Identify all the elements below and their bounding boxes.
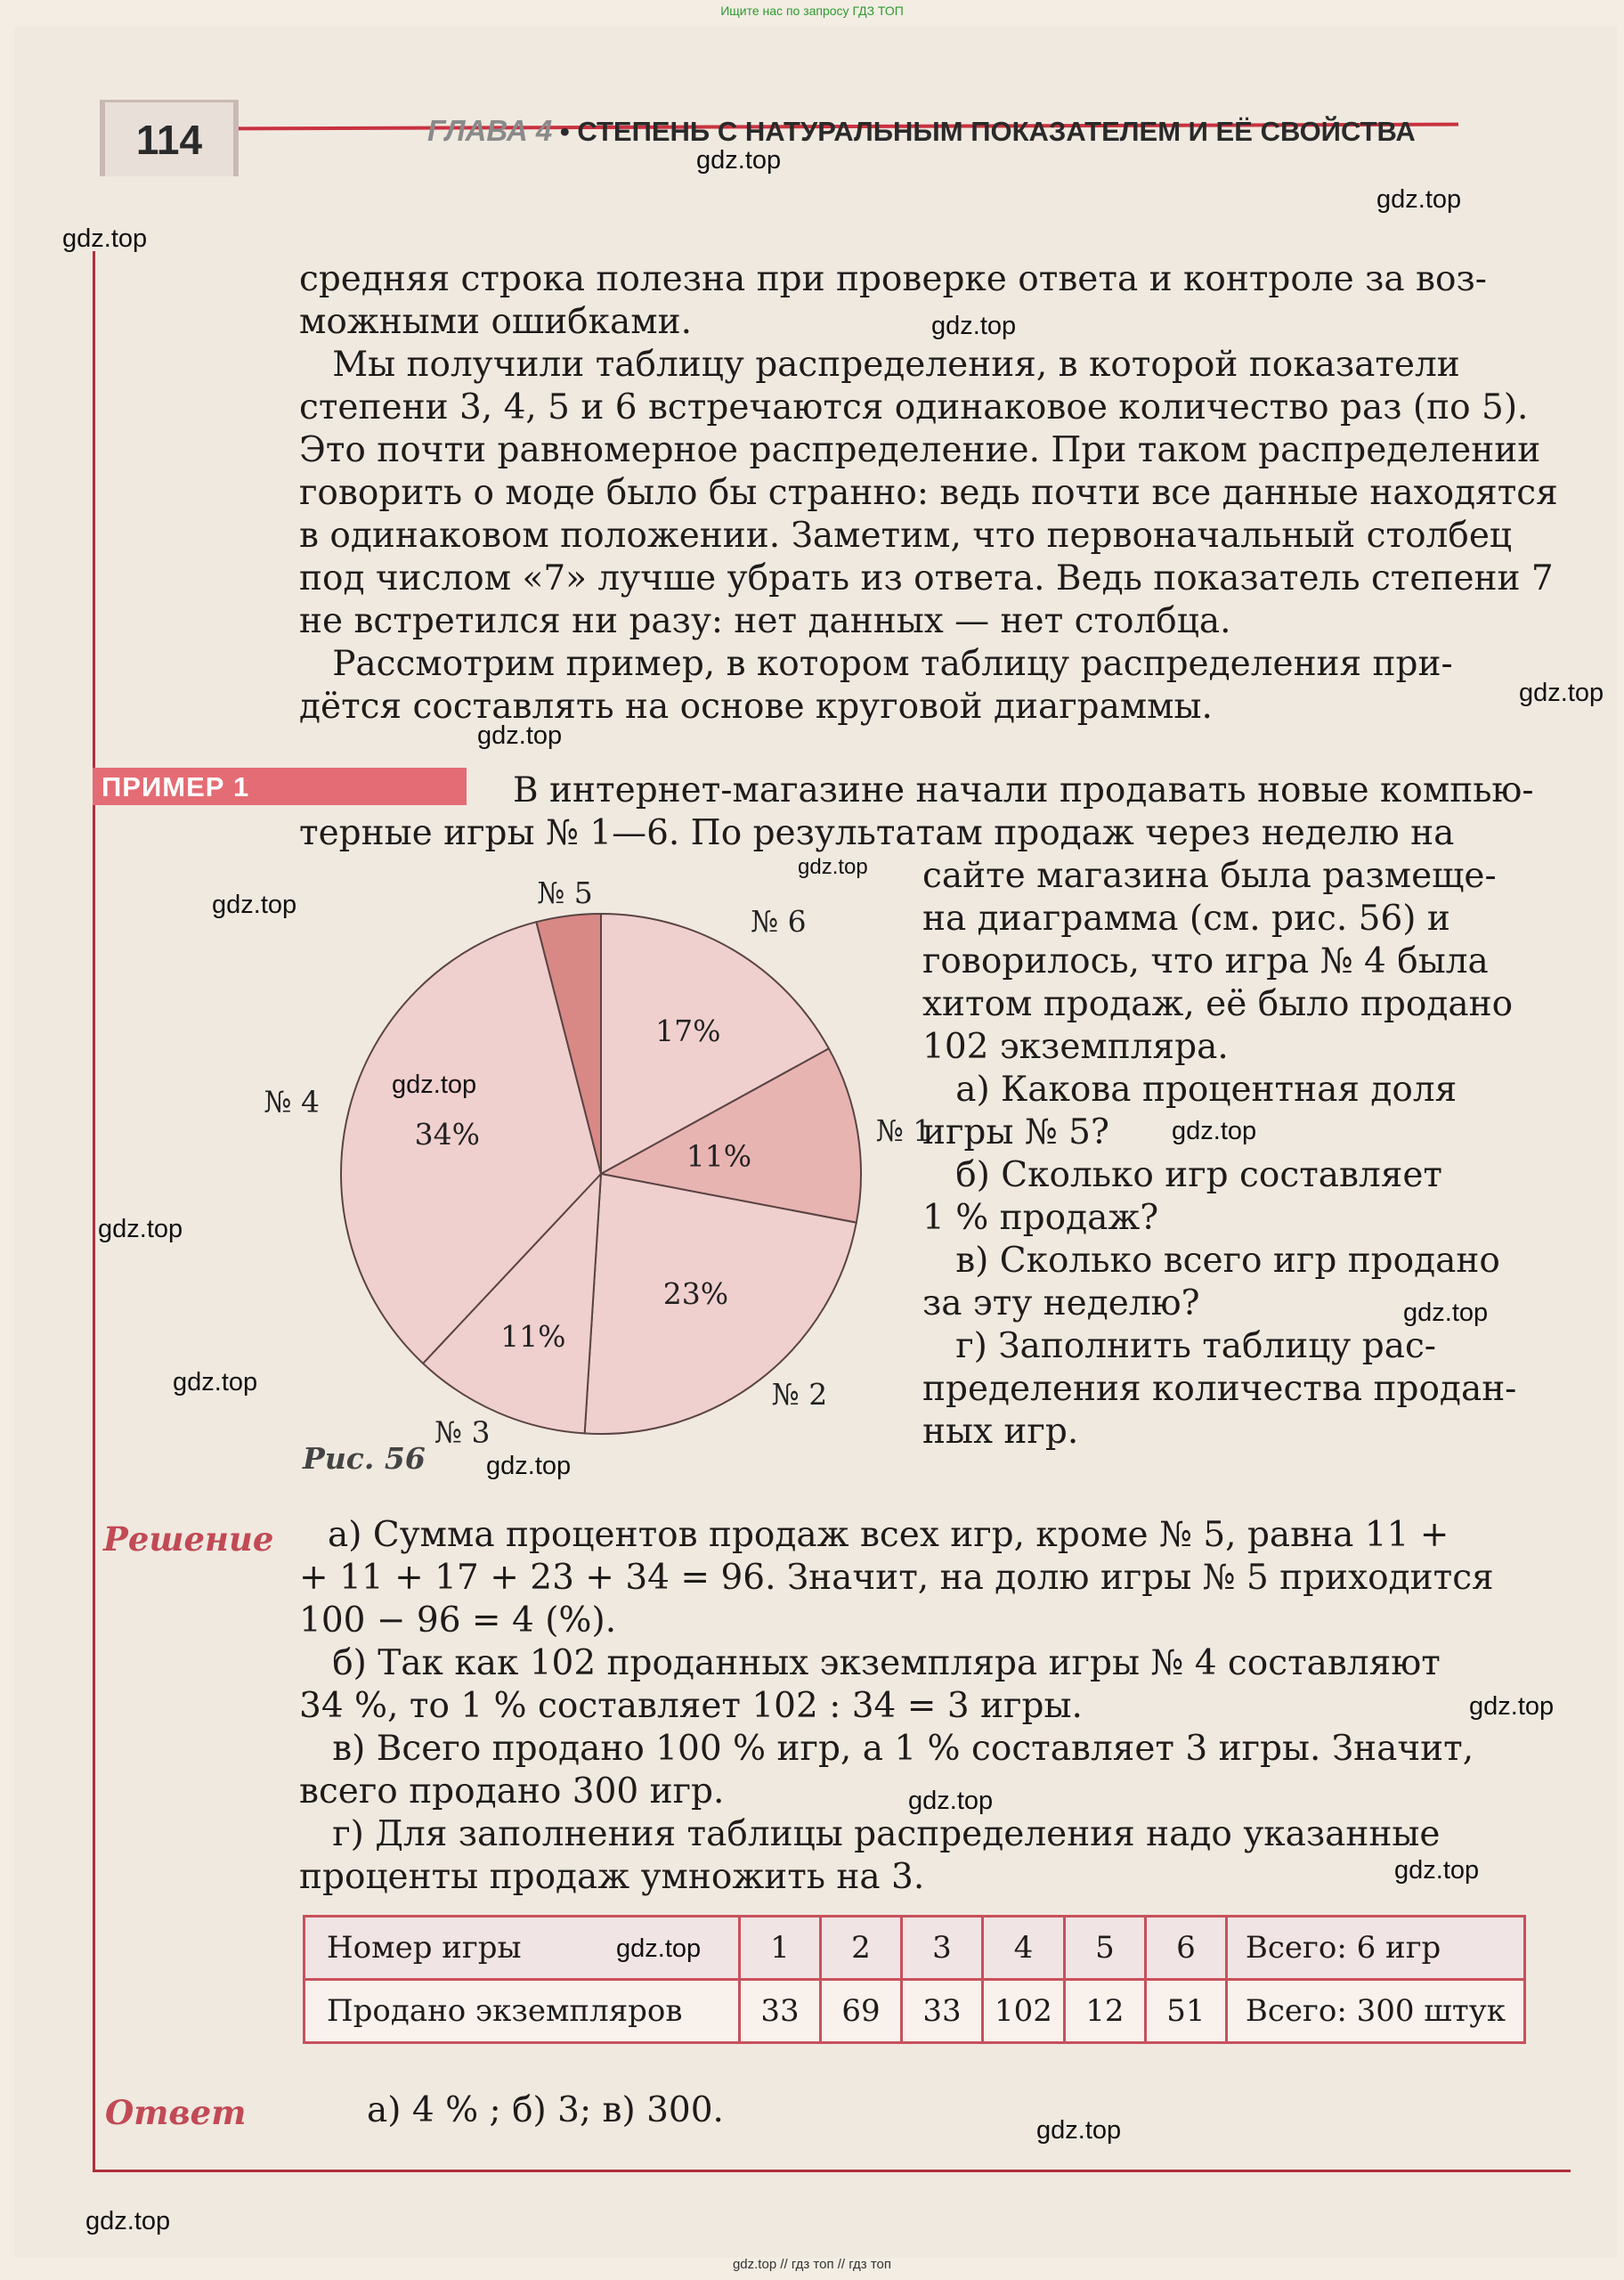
- pie-name-label: № 5: [537, 875, 593, 911]
- answer-label: Ответ: [105, 2093, 247, 2132]
- text-line: под числом «7» лучше убрать из ответа. Ведь показатель степени 7: [299, 558, 1554, 598]
- example-frame-left: [93, 251, 95, 2171]
- watermark: gdz.top: [477, 721, 563, 750]
- example-line-first: В интернет-магазине начали продавать новые компью-: [513, 770, 1534, 810]
- text-line: а) Какова процентная доля: [922, 1070, 1458, 1110]
- pie-percent-label: 11%: [686, 1138, 752, 1174]
- table-cell: 33: [740, 1980, 821, 2043]
- table-row-sold-copies: [304, 1980, 1525, 2043]
- text-line: дётся составлять на основе круговой диаграммы.: [299, 687, 1213, 727]
- watermark: gdz.top: [62, 224, 148, 253]
- text-line: 1 % продаж?: [922, 1198, 1159, 1238]
- table-total-cell: Всего: 300 штук: [1226, 1980, 1524, 2043]
- chapter-label: ГЛАВА 4: [427, 114, 553, 147]
- text-line: г) Заполнить таблицу рас-: [922, 1326, 1436, 1366]
- watermark: gdz.top: [173, 1368, 258, 1396]
- table-cell: 3: [902, 1917, 983, 1980]
- watermark: gdz.top: [486, 1452, 572, 1480]
- text-line: пределения количества продан-: [922, 1369, 1517, 1409]
- text-line: говорить о моде было бы странно: ведь почти все данные находятся: [299, 473, 1558, 513]
- pie-percent-label: 23%: [662, 1275, 729, 1311]
- text-line: Это почти равномерное распределение. При таком распределении: [299, 430, 1541, 470]
- text-line: сайте магазина была размеще-: [922, 856, 1497, 896]
- text-line: 102 экземпляра.: [922, 1027, 1229, 1067]
- watermark: gdz.top: [616, 1934, 702, 1963]
- table-cell: 51: [1145, 1980, 1226, 2043]
- example-label: ПРИМЕР 1: [102, 771, 250, 802]
- text-line: проценты продаж умножить на 3.: [299, 1857, 925, 1897]
- pie-percent-label: 34%: [414, 1116, 481, 1152]
- text-line: г) Для заполнения таблицы распределения надо указанные: [299, 1814, 1441, 1854]
- text-line: говорилось, что игра № 4 была: [922, 941, 1489, 981]
- table-header-cell: Продано экземпляров: [304, 1980, 740, 2043]
- table-cell: 69: [821, 1980, 902, 2043]
- example-line-second: терные игры № 1—6. По результатам продаж через неделю на: [299, 813, 1455, 853]
- table-cell: 2: [821, 1917, 902, 1980]
- text-line: в) Всего продано 100 % игр, а 1 % составляет 3 игры. Значит,: [299, 1729, 1474, 1769]
- watermark: gdz.top: [85, 2207, 171, 2235]
- watermark: gdz.top: [1036, 2116, 1122, 2145]
- top-note: Ищите нас по запросу ГДЗ ТОП: [720, 4, 904, 18]
- table-cell: 4: [983, 1917, 1065, 1980]
- text-line: можными ошибками.: [299, 302, 693, 342]
- table-cell: 6: [1145, 1917, 1226, 1980]
- text-line: средняя строка полезна при проверке ответа и контроле за воз-: [299, 259, 1487, 299]
- watermark: gdz.top: [1469, 1692, 1555, 1721]
- text-line: Мы получили таблицу распределения, в которой показатели: [299, 345, 1460, 385]
- distribution-table: [303, 1915, 1526, 2044]
- text-line: на диаграмма (см. рис. 56) и: [922, 899, 1450, 939]
- text-line: б) Так как 102 проданных экземпляра игры № 4 составляют: [299, 1643, 1441, 1683]
- intro-paragraph: [299, 258, 1558, 729]
- chapter-title: СТЕПЕНЬ С НАТУРАЛЬНЫМ ПОКАЗАТЕЛЕМ И ЕЁ СВОЙСТВА: [577, 116, 1416, 147]
- watermark: gdz.top: [1394, 1856, 1480, 1885]
- text-line: + 11 + 17 + 23 + 34 = 96. Значит, на долю игры № 5 приходится: [299, 1558, 1494, 1598]
- watermark: gdz.top: [1376, 185, 1462, 214]
- page-number: 114: [100, 100, 239, 176]
- text-line: б) Сколько игр составляет: [922, 1155, 1443, 1195]
- pie-name-label: № 4: [264, 1084, 320, 1120]
- pie-percent-label: 17%: [655, 1014, 721, 1049]
- pie-name-label: № 6: [750, 903, 807, 939]
- pie-name-label: № 3: [434, 1414, 491, 1450]
- table-cell: 1: [740, 1917, 821, 1980]
- table-cell: 102: [983, 1980, 1065, 2043]
- watermark: gdz.top: [1519, 679, 1604, 707]
- text-line: 100 − 96 = 4 (%).: [299, 1600, 617, 1641]
- text-line: ных игр.: [922, 1412, 1079, 1452]
- solution-text: [299, 1514, 1494, 1899]
- answer-text: а) 4 % ; б) 3; в) 300.: [367, 2090, 724, 2130]
- watermark: gdz.top: [1172, 1117, 1257, 1145]
- text-line: не встретился ни разу: нет данных — нет столбца.: [299, 601, 1231, 641]
- bottom-note: gdz.top // гдз топ // гдз топ: [732, 2257, 892, 2272]
- text-line: игры № 5?: [922, 1112, 1109, 1152]
- table-header-cell: Номер игры: [304, 1917, 740, 1980]
- watermark: gdz.top: [1403, 1299, 1489, 1327]
- table-cell: 5: [1064, 1917, 1145, 1980]
- pie-chart: [264, 855, 932, 1450]
- watermark: gdz.top: [212, 891, 297, 919]
- text-line: степени 3, 4, 5 и 6 встречаются одинаковое количество раз (по 5).: [299, 387, 1529, 428]
- table-cell: 12: [1064, 1980, 1145, 2043]
- text-line: в одинаковом положении. Заметим, что первоначальный столбец: [299, 516, 1512, 556]
- text-line: 34 %, то 1 % составляет 102 : 34 = 3 игры.: [299, 1686, 1083, 1726]
- text-line: а) Сумма процентов продаж всех игр, кроме № 5, равна 11 +: [328, 1515, 1449, 1555]
- text-line: хитом продаж, её было продано: [922, 984, 1514, 1024]
- watermark: gdz.top: [392, 1071, 477, 1099]
- text-line: Рассмотрим пример, в котором таблицу распределения при-: [299, 644, 1453, 684]
- table-cell: 33: [902, 1980, 983, 2043]
- text-line: в) Сколько всего игр продано: [922, 1241, 1500, 1281]
- pie-slices: [341, 914, 861, 1434]
- figure-caption: Рис. 56: [303, 1441, 426, 1476]
- watermark: gdz.top: [98, 1215, 183, 1243]
- chapter-bullet: •: [559, 116, 570, 147]
- pie-name-label: № 1: [875, 1113, 932, 1149]
- watermark: gdz.top: [931, 312, 1017, 340]
- table-total-cell: Всего: 6 игр: [1226, 1917, 1524, 1980]
- pie-name-label: № 2: [771, 1376, 828, 1412]
- watermark: gdz.top: [696, 146, 782, 175]
- example-question-block: [922, 855, 1516, 1454]
- table-row-game-number: [304, 1917, 1525, 1980]
- solution-label: Решение: [103, 1519, 274, 1559]
- pie-percent-label: 11%: [500, 1319, 566, 1355]
- text-line: всего продано 300 игр.: [299, 1771, 725, 1812]
- watermark: gdz.top: [798, 855, 868, 879]
- text-line: за эту неделю?: [922, 1283, 1200, 1323]
- chapter-heading: [427, 114, 1416, 148]
- example-frame-bottom: [93, 2170, 1571, 2172]
- watermark: gdz.top: [908, 1787, 994, 1815]
